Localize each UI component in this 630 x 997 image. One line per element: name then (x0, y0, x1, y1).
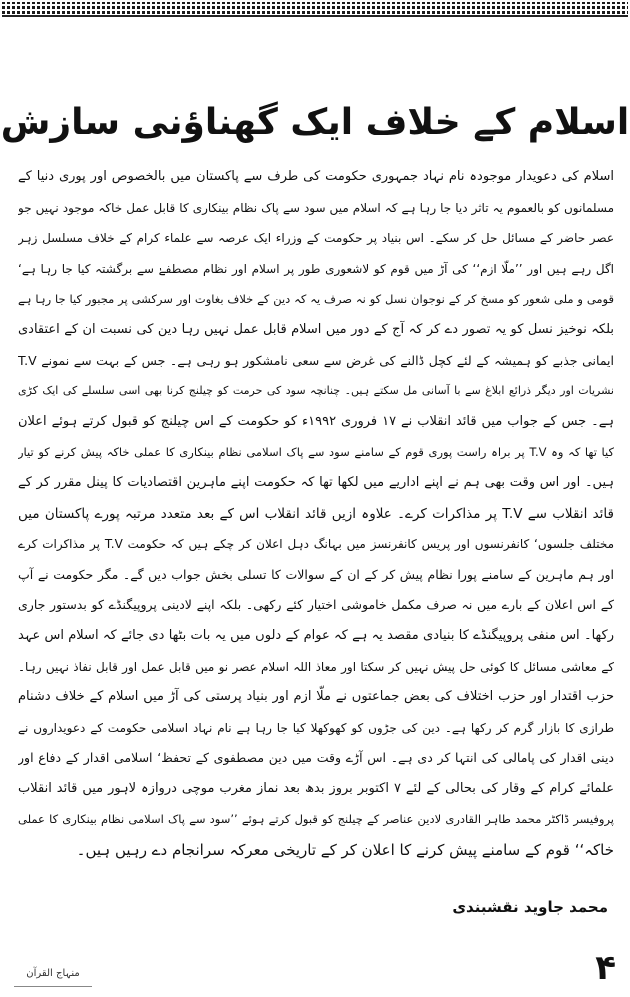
magazine-logo: منہاج القرآن (14, 968, 92, 987)
top-decorative-border (2, 2, 628, 14)
body-line: طرازی کا بازار گرم کر رکھا ہے۔ دین کی جڑوں کو کھوکھلا کیا جا رہا ہے نام نہاد اسلامی حکومت کے دعویداروں نے (18, 720, 614, 735)
body-line: رکھا۔ اس منفی پروپیگنڈے کا بنیادی مقصد یہ ہے کہ عوام کے دلوں میں یہ بات بٹھا دی جائے کہ اسلام اس عہد (18, 627, 614, 643)
body-line: حزب اقتدار اور حزب اختلاف کی بعض جماعتوں نے ملّا ازم اور بنیاد پرستی کی آڑ میں اسلام کے خلاف دشنام (18, 689, 614, 705)
body-line: ہیں۔ اور اس وقت بھی ہم نے اپنے اداریے میں لکھا تھا کہ حکومت اپنے ماہرین اقتصادیات کا پینل مقرر کر کے (18, 474, 614, 490)
body-line: بلکہ نوخیز نسل کو یہ تصور دے کر کہ آج کے دور میں اسلام قابل عمل نہیں رہا دین کی نسبت ان کے اعتقادی (18, 321, 614, 337)
body-line: کے اس اعلان کے بارے میں نہ صرف مکمل خاموشی اختیار کئے رکھی۔ بلکہ اپنے لادینی پروپیگنڈے کو بدستور جاری (18, 597, 614, 613)
body-line: اگل رہے ہیں اور ’’ملّا ازم‘‘ کی آڑ میں قوم کو لاشعوری طور پر اسلام اور نظام مصطفےٰ سے برگشتہ کیا جا رہا ہے‘ (18, 261, 614, 276)
body-line: ہے۔ جس کے جواب میں قائد انقلاب نے ۱۷ فروری ۱۹۹۲ء کو حکومت کے اس چیلنج کو قبول کرتے ہوئے اعلان (18, 413, 614, 429)
body-line: کے معاشی مسائل کا کوئی حل پیش نہیں کر سکتا اور معاذ اللہ اسلام عصر نو میں قابل عمل اور قابل نفاذ نہیں رہا۔ (18, 659, 614, 674)
body-line: قومی و ملی شعور کو مسخ کر کے نوجوان نسل کو نہ صرف یہ کہ دین کے خلاف بغاوت اور سرکشی پر مجبور کیا جا رہا ہے (18, 292, 614, 307)
page-number: ۴ (595, 948, 616, 988)
top-rule-divider (2, 15, 628, 17)
body-line: قائد انقلاب سے T.V پر مذاکرات کرے۔ علاوہ ازیں قائد انقلاب اس کے بعد متعدد مرتبہ پورے پاکستان میں (18, 505, 614, 522)
body-line: مختلف جلسوں‘ کانفرنسوں اور پریس کانفرنسز میں بہانگ دہل اعلان کر چکے ہیں کہ حکومت T.V پر مذاکرات کرے (18, 537, 614, 552)
body-line: خاکہ‘‘ قوم کے سامنے پیش کرنے کا اعلان کر کے تاریخی معرکہ سرانجام دے رہیں ہیں۔ (76, 841, 614, 860)
body-line: اور ہم ماہرین کے سامنے پورا نظام پیش کر کے ان کے سوالات کا تسلی بخش جواب دیں گے۔ مگر حکومت نے آپ (18, 566, 614, 582)
article-body (18, 162, 614, 866)
body-line: مسلمانوں کو بالعموم یہ تاثر دیا جا رہا ہے کہ اسلام میں سود سے پاک نظام بینکاری کا قابل عمل خاکہ موجود نہیں جو (18, 200, 614, 215)
article-title: اسلام کے خلاف ایک گھناؤنی سازش (0, 102, 630, 144)
body-line: پروفیسر ڈاکٹر محمد طاہر القادری لادین عناصر کے چیلنج کو قبول کرتے ہوئے ’’سود سے پاک اسلامی نظام بینکاری کا عملی (18, 812, 614, 827)
body-line: علمائے کرام کے وقار کی بحالی کے لئے ۷ اکتوبر بروز بدھ بعد نماز مغرب موچی دروازہ لاہور میں قائد انقلاب (18, 780, 614, 796)
body-line: اسلام کی دعویدار موجودہ نام نہاد جمہوری حکومت کی طرف سے پاکستان میں بالخصوص اور پوری دنیا کے (18, 169, 614, 184)
body-line: ایمانی جذبے کو ہمیشہ کے لئے کچل ڈالنے کی غرض سے سعی نامشکور ہو رہی ہے۔ جس کے بہت سے نمونے T.V (18, 352, 614, 368)
body-line: دینی اقدار کی پامالی کی انتہا کر دی ہے۔ اس آڑے وقت میں دین مصطفوی کے تحفظ‘ اسلامی اقدار کے دفاع اور (18, 750, 614, 766)
body-line: عصر حاضر کے مسائل حل کر سکے۔ اس بنیاد پر حکومت کے وزراء ایک عرصہ سے علماء کرام کے خلاف مسلسل زہر (18, 231, 614, 246)
body-line: نشریات اور دیگر ذرائع ابلاغ سے با آسانی مل سکتے ہیں۔ چنانچہ سود کی حرمت کو چیلنج کرنا بھی اسی سلسلے کی ایک کڑی (18, 384, 614, 398)
author-signature: محمد جاوید نقشبندی (452, 898, 608, 916)
body-line: کیا تھا کہ وہ T.V پر براہ راست پوری قوم کے سامنے سود سے پاک اسلامی نظام بینکاری کا عملی خاکہ پیش کرنے کو تیار (18, 445, 614, 460)
